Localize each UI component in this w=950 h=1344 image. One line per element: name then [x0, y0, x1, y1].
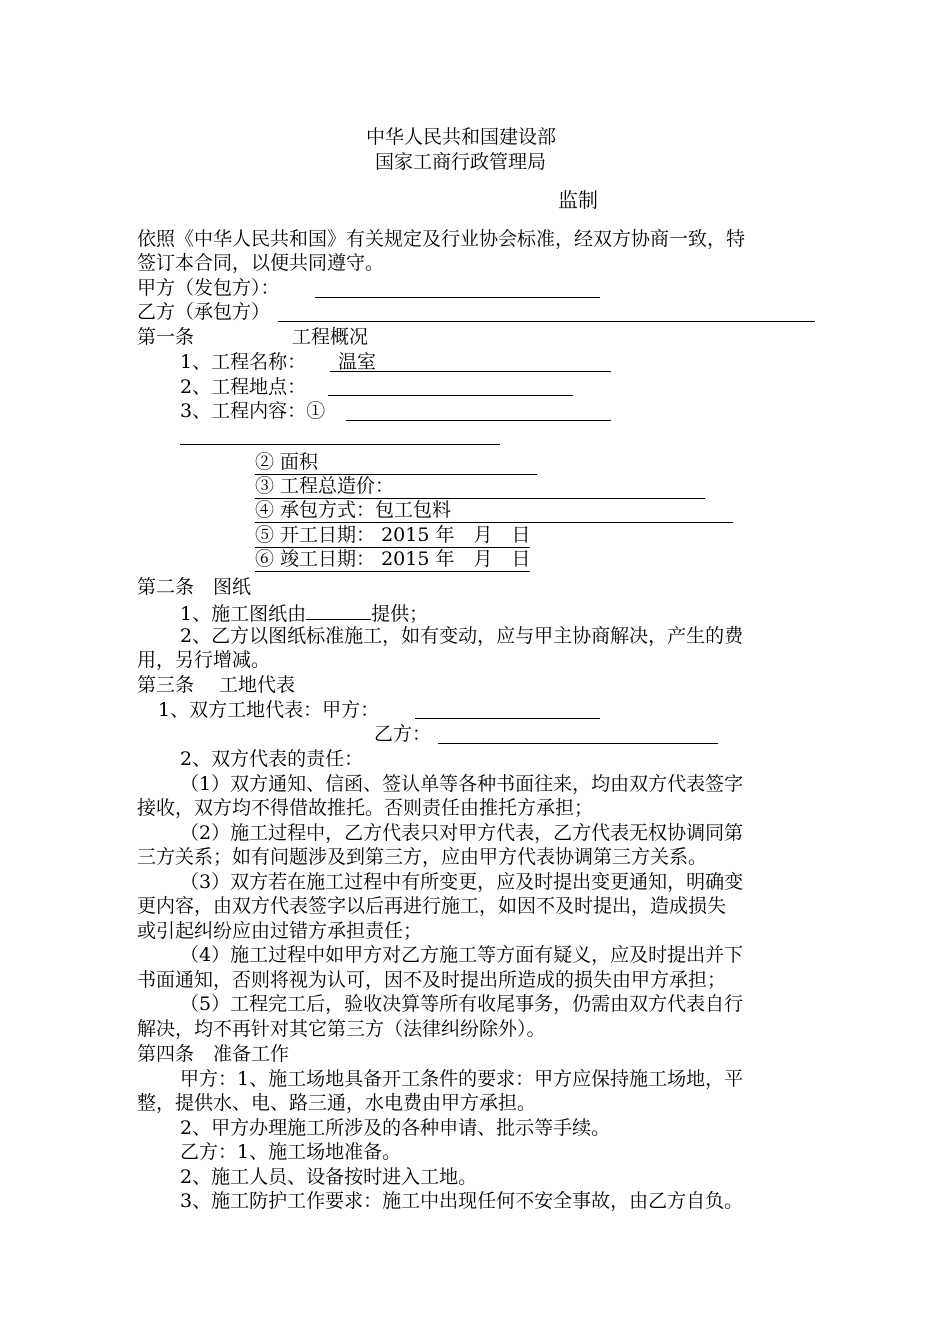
drawings-provider-label: 1、施工图纸由	[180, 603, 307, 625]
article-1-number: 第一条	[137, 326, 195, 348]
duty-2-line-1: （2）施工过程中，乙方代表只对甲方代表，乙方代表无权协调同第	[180, 822, 744, 844]
duty-3-line-1: （3）双方若在施工过程中有所变更，应及时提出变更通知，明确变	[180, 871, 744, 893]
prep-party-a-2: 2、甲方办理施工所涉及的各种申请、批示等手续。	[180, 1117, 611, 1139]
intro-line-2: 签订本合同，以便共同遵守。	[137, 252, 385, 274]
contract-mode-value: 包工包料	[375, 499, 452, 521]
duty-1-line-2: 接收，双方均不得借故推托。否则责任由推托方承担；	[137, 797, 594, 819]
header-bureau: 国家工商行政管理局	[375, 151, 547, 173]
party-a-blank[interactable]	[315, 297, 600, 298]
article-4-heading: 第四条 准备工作	[137, 1043, 290, 1065]
duty-2-line-2: 三方关系；如有问题涉及到第三方，应由甲方代表协调第三方关系。	[137, 846, 708, 868]
duty-4-line-2: 书面通知，否则将视为认可，因不及时提出所造成的损失由甲方承担；	[137, 969, 727, 991]
duty-5-line-2: 解决，均不再针对其它第三方（法律纠纷除外）。	[137, 1018, 546, 1040]
site-rep-party-a-label: 1、双方工地代表：甲方：	[158, 699, 380, 721]
project-name-blank[interactable]	[330, 371, 611, 372]
content-area: ② 面积	[255, 450, 537, 475]
prep-party-b-1: 乙方：1、施工场地准备。	[180, 1141, 402, 1163]
prep-party-a-1-line-1: 甲方：1、施工场地具备开工条件的要求：甲方应保持施工场地，平	[180, 1068, 744, 1090]
duty-1-line-1: （1）双方通知、信函、签认单等各种书面往来，均由双方代表签字	[180, 773, 744, 795]
prep-party-b-2: 2、施工人员、设备按时进入工地。	[180, 1166, 478, 1188]
rep-duties-heading: 2、双方代表的责任：	[180, 748, 364, 770]
party-b-label: 乙方（承包方）	[137, 301, 271, 323]
project-name-value: 温室	[338, 351, 377, 373]
site-rep-party-a-blank[interactable]	[415, 718, 600, 719]
duty-3-line-2: 更内容，由双方代表签字以后再进行施工，如因不及时提出，造成损失	[137, 895, 727, 917]
drawings-clause-line-1: 2、乙方以图纸标准施工，如有变动，应与甲主协商解决，产生的费	[180, 625, 744, 647]
content-total-cost: ③ 工程总造价：	[255, 474, 705, 499]
content-contract-mode	[255, 498, 733, 523]
site-rep-party-b-blank[interactable]	[438, 743, 718, 744]
drawings-provider-blank[interactable]	[306, 599, 371, 620]
drawings-clause-line-2: 用，另行增减。	[137, 649, 271, 671]
article-3-heading: 第三条 工地代表	[137, 674, 296, 696]
project-location-blank[interactable]	[328, 395, 573, 396]
drawings-provider-suffix: 提供；	[371, 603, 429, 625]
header-supervision: 监制	[558, 188, 598, 212]
prep-party-b-3: 3、施工防护工作要求：施工中出现任何不安全事故，由乙方自负。	[180, 1190, 744, 1212]
project-name-label: 1、工程名称：	[180, 351, 307, 373]
article-2-heading: 第二条 图纸	[137, 576, 252, 598]
party-b-blank[interactable]	[278, 321, 815, 322]
party-a-label: 甲方（发包方）：	[137, 277, 280, 299]
article-1-title: 工程概况	[292, 326, 369, 348]
contract-mode-label: ④ 承包方式：	[255, 499, 376, 521]
site-rep-party-b-label: 乙方：	[374, 723, 432, 745]
header-ministry: 中华人民共和国建设部	[366, 126, 557, 148]
drawings-provider-line	[180, 599, 428, 626]
project-content-blank-1[interactable]	[346, 420, 611, 421]
project-location-label: 2、工程地点：	[180, 376, 307, 398]
content-start-date: ⑤ 开工日期： 2015 年 月 日	[255, 524, 531, 546]
duty-4-line-1: （4）施工过程中如甲方对乙方施工等方面有疑义，应及时提出并下	[180, 944, 744, 966]
intro-line-1: 依照《中华人民共和国》有关规定及行业协会标准，经双方协商一致，特	[137, 228, 746, 250]
project-content-blank-2[interactable]	[180, 444, 500, 445]
duty-3-line-3: 或引起纠纷应由过错方承担责任；	[137, 920, 423, 942]
content-completion-date: ⑥ 竣工日期： 2015 年 月 日	[255, 548, 531, 570]
duty-5-line-1: （5）工程完工后，验收决算等所有收尾事务，仍需由双方代表自行	[180, 993, 744, 1015]
project-content-label: 3、工程内容：①	[180, 400, 326, 422]
prep-party-a-1-line-2: 整，提供水、电、路三通，水电费由甲方承担。	[137, 1092, 537, 1114]
